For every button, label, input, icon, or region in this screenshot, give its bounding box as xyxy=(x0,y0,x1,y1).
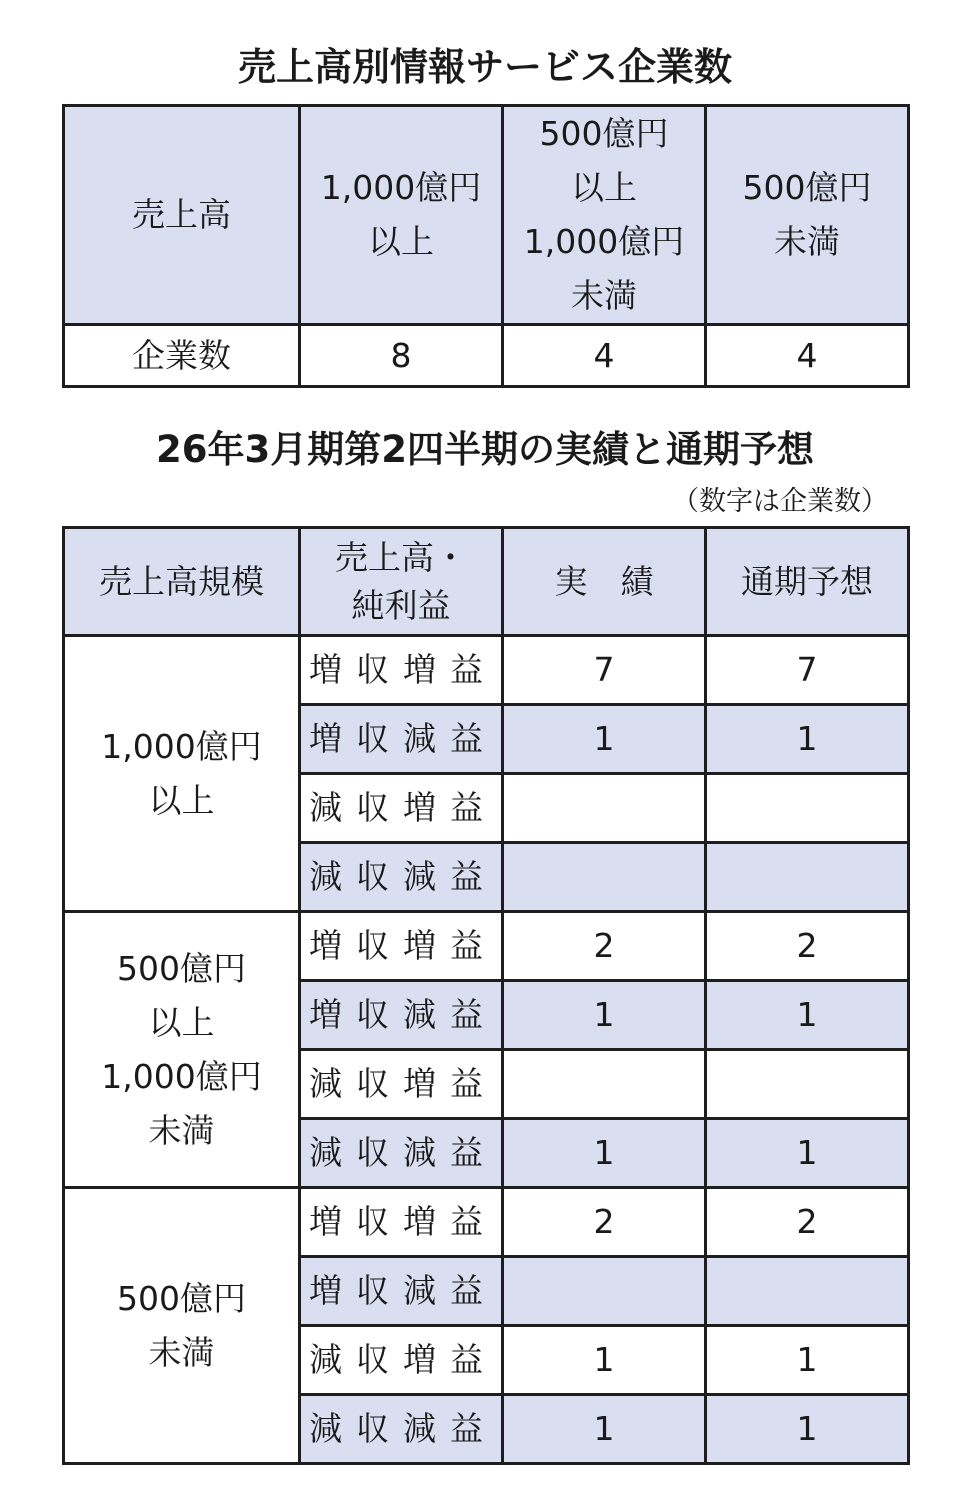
actual-value: 1 xyxy=(503,1395,706,1464)
table1-title: 売上高別情報サービス企業数 xyxy=(237,45,732,89)
size-group-line: 以上 xyxy=(148,1002,215,1042)
size-group-line: 未満 xyxy=(148,1110,215,1150)
table2-body xyxy=(64,528,909,1464)
table1-row-label: 企業数 xyxy=(64,325,300,387)
size-group-line: 1,000億円 xyxy=(101,1056,262,1096)
actual-value xyxy=(503,1050,706,1119)
table1-value-row xyxy=(64,325,909,387)
company-count-table xyxy=(62,104,910,388)
table-row xyxy=(64,1188,909,1257)
size-group-line: 未満 xyxy=(148,1332,215,1372)
table1-header-label: 売上高 xyxy=(64,106,300,325)
profit-type-cell: 減収減益 xyxy=(300,843,503,912)
forecast-value: 7 xyxy=(706,636,909,705)
actual-value: 1 xyxy=(503,1119,706,1188)
profit-type-cell: 減収増益 xyxy=(300,774,503,843)
actual-value xyxy=(503,843,706,912)
size-group-label xyxy=(64,1188,300,1464)
table1-value: 4 xyxy=(706,325,909,387)
header-line: 500億円 xyxy=(742,168,872,207)
size-group-line: 500億円 xyxy=(117,1278,246,1318)
forecast-value xyxy=(706,1257,909,1326)
table1-header-col3 xyxy=(706,106,909,325)
table2-header-size: 売上高規模 xyxy=(64,528,300,636)
forecast-value: 1 xyxy=(706,1395,909,1464)
profit-type-cell: 増収減益 xyxy=(300,705,503,774)
forecast-value: 2 xyxy=(706,912,909,981)
actual-value: 7 xyxy=(503,636,706,705)
profit-type-cell: 減収減益 xyxy=(300,1119,503,1188)
forecast-value: 1 xyxy=(706,981,909,1050)
size-group-line: 1,000億円 xyxy=(101,726,262,766)
table2-title: 26年3月期第2四半期の実績と通期予想 xyxy=(156,428,814,471)
table1-value: 8 xyxy=(300,325,503,387)
table1-value: 4 xyxy=(503,325,706,387)
profit-type-cell: 増収増益 xyxy=(300,912,503,981)
forecast-value xyxy=(706,843,909,912)
profit-type-cell: 増収減益 xyxy=(300,981,503,1050)
table1-header-col2 xyxy=(503,106,706,325)
table2-header-actual: 実 績 xyxy=(503,528,706,636)
forecast-value xyxy=(706,1050,909,1119)
actual-value: 1 xyxy=(503,981,706,1050)
header-line: 500億円 xyxy=(539,114,669,153)
header-line: 未満 xyxy=(774,222,840,261)
table2-header-row xyxy=(64,528,909,636)
table-row xyxy=(64,912,909,981)
actual-value: 2 xyxy=(503,1188,706,1257)
actual-value: 1 xyxy=(503,705,706,774)
forecast-value xyxy=(706,774,909,843)
actual-value: 2 xyxy=(503,912,706,981)
header-line: 未満 xyxy=(571,276,637,315)
profit-type-cell: 減収増益 xyxy=(300,1050,503,1119)
header-line: 以上 xyxy=(571,168,637,207)
profit-type-cell: 減収減益 xyxy=(300,1395,503,1464)
header-line: 1,000億円 xyxy=(320,168,482,207)
header-line: 売上高・ xyxy=(335,537,467,577)
table1-header-col1 xyxy=(300,106,503,325)
actual-value: 1 xyxy=(503,1326,706,1395)
size-group-label xyxy=(64,636,300,912)
forecast-value: 1 xyxy=(706,1326,909,1395)
forecast-value: 1 xyxy=(706,1119,909,1188)
unit-note: （数字は企業数） xyxy=(672,486,888,517)
table2-header-forecast: 通期予想 xyxy=(706,528,909,636)
table2-header-type xyxy=(300,528,503,636)
header-line: 1,000億円 xyxy=(523,222,685,261)
forecast-value: 2 xyxy=(706,1188,909,1257)
table-row xyxy=(64,636,909,705)
size-group-line: 以上 xyxy=(148,780,215,820)
table1-header-row xyxy=(64,106,909,325)
size-group-label xyxy=(64,912,300,1188)
profit-type-cell: 増収増益 xyxy=(300,636,503,705)
header-line: 以上 xyxy=(368,222,434,261)
size-group-line: 500億円 xyxy=(117,948,246,988)
profit-type-cell: 減収増益 xyxy=(300,1326,503,1395)
actual-value xyxy=(503,1257,706,1326)
forecast-value: 1 xyxy=(706,705,909,774)
results-forecast-table xyxy=(62,526,910,1465)
profit-type-cell: 増収減益 xyxy=(300,1257,503,1326)
header-line: 純利益 xyxy=(351,585,451,625)
actual-value xyxy=(503,774,706,843)
profit-type-cell: 増収増益 xyxy=(300,1188,503,1257)
